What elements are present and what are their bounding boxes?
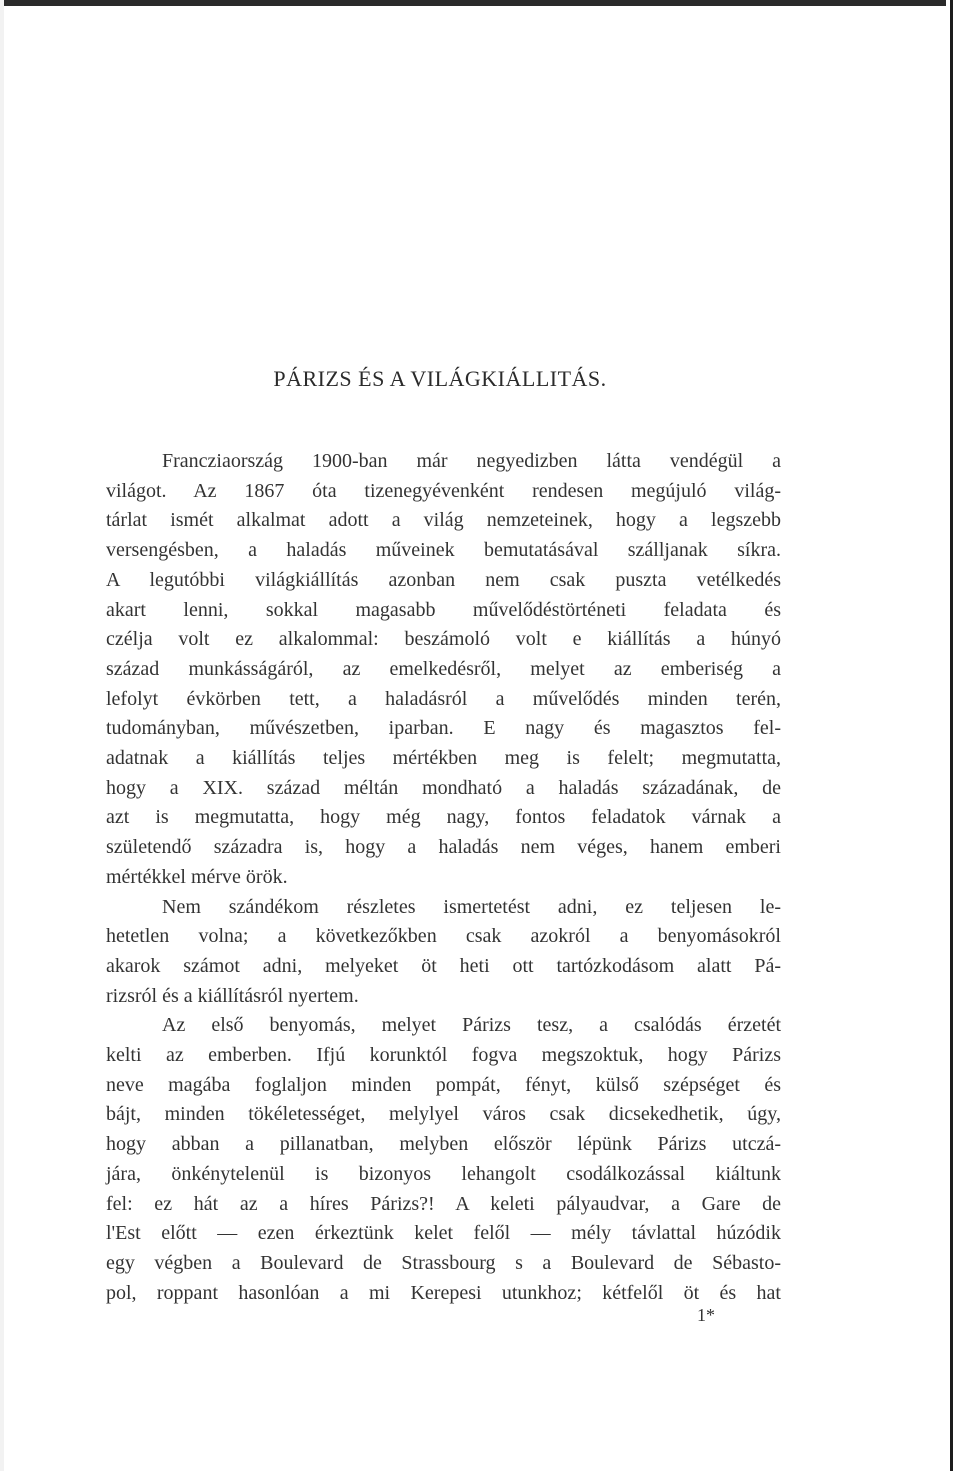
scan-border-top — [0, 0, 960, 6]
text-line: tudományban, művészetben, iparban. E nagy és magasztos fel- — [106, 717, 781, 740]
text-line: világot. Az 1867 óta tizenegyévenként rendesen megújuló világ- — [106, 479, 781, 502]
text-line: neve magába foglaljon minden pompát, fényt, külső szépséget és — [106, 1073, 781, 1096]
text-line: hetetlen volna; a következőkben csak azokról a benyomásokról — [106, 925, 781, 948]
text-line: egy végben a Boulevard de Strassbourg s a Boulevard de Sébasto- — [106, 1251, 781, 1274]
text-line: bájt, minden tökéletességet, melylyel város csak dicsekedhetik, úgy, — [106, 1103, 781, 1126]
text-line: lefolyt évkörben tett, a haladásról a művelődés minden terén, — [106, 687, 781, 710]
text-line: A legutóbbi világkiállítás azonban nem csak puszta vetélkedés — [106, 568, 781, 591]
text-line: czélja volt ez alkalommal: beszámoló volt e kiállítás a húnyó — [106, 628, 781, 651]
text-line: azt is megmutatta, hogy még nagy, fontos feladatok várnak a — [106, 806, 781, 829]
text-line: Az első benyomás, melyet Párizs tesz, a csalódás érzetét — [162, 1014, 781, 1037]
text-line: Nem szándékom részletes ismertetést adni, ez teljesen le- — [162, 895, 781, 918]
text-line: versengésben, a haladás műveinek bemutatásával szálljanak síkra. — [106, 539, 781, 562]
scan-border-right — [946, 0, 960, 1471]
text-line: pol, roppant hasonlóan a mi Kerepesi utunkhoz; kétfelől öt és hat — [106, 1281, 781, 1304]
text-line: hogy a XIX. század méltán mondható a haladás századának, de — [106, 776, 781, 799]
text-line: század munkásságáról, az emelkedésről, melyet az emberiség a — [106, 657, 781, 680]
text-line: kelti az emberben. Ifjú korunktól fogva megszoktuk, hogy Párizs — [106, 1044, 781, 1067]
text-line: jára, önkénytelenül is bizonyos lehangolt csodálkozással kiáltunk — [106, 1162, 781, 1185]
page-title: PÁRIZS ÉS A VILÁGKIÁLLITÁS. — [273, 366, 607, 391]
text-line: akarok számot adni, melyeket öt heti ott tartózkodásom alatt Pá- — [106, 954, 781, 977]
text-line: mértékkel mérve örök. — [106, 865, 288, 888]
text-line: l'Est előtt — ezen érkeztünk kelet felől — mély távlattal húzódik — [106, 1222, 781, 1245]
text-line: születendő századra is, hogy a haladás nem véges, hanem emberi — [106, 836, 781, 859]
text-line: rizsról és a kiállításról nyertem. — [106, 984, 359, 1007]
text-line: akart lenni, sokkal magasabb művelődéstörténeti feladata és — [106, 598, 781, 621]
body-text — [106, 447, 781, 1308]
text-line: fel: ez hát az a híres Párizs?! A keleti pályaudvar, a Gare de — [106, 1192, 781, 1215]
text-line: hogy abban a pillanatban, melyben először lépünk Párizs utczá- — [106, 1133, 781, 1156]
scan-border-left — [0, 0, 4, 1471]
printer-signature-mark: 1* — [697, 1305, 715, 1325]
text-line: tárlat ismét alkalmat adott a világ nemzeteinek, hogy a legszebb — [106, 509, 781, 532]
text-line: adatnak a kiállítás teljes mértékben meg is felelt; megmutatta, — [106, 747, 781, 770]
text-line: Francziaország 1900-ban már negyedizben látta vendégül a — [162, 450, 781, 472]
